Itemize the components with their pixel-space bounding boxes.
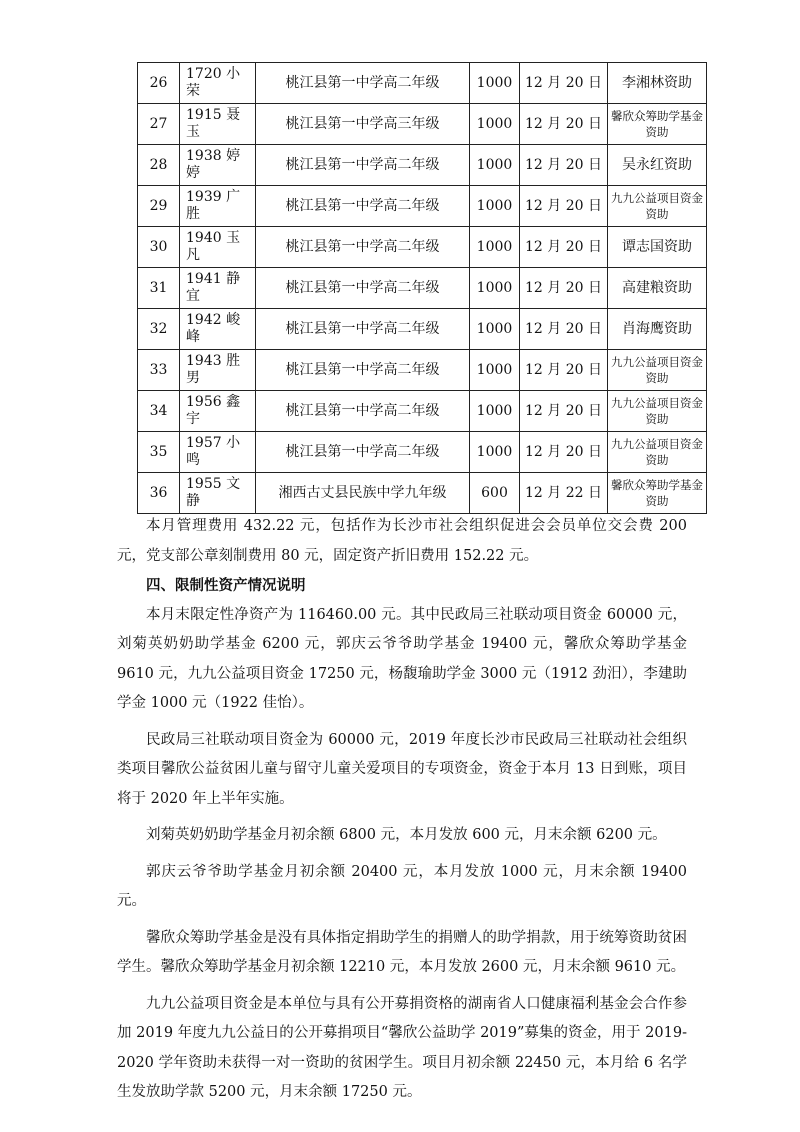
cell-no: 35 bbox=[138, 432, 180, 473]
table-row bbox=[138, 350, 707, 391]
cell-school: 湘西古丈县民族中学九年级 bbox=[256, 473, 470, 514]
cell-date: 12 月 20 日 bbox=[520, 145, 608, 186]
cell-no: 29 bbox=[138, 186, 180, 227]
cell-source: 高建粮资助 bbox=[608, 268, 707, 309]
cell-name: 1942 峻峰 bbox=[180, 309, 256, 350]
cell-source: 九九公益项目资金资助 bbox=[608, 391, 707, 432]
cell-name: 1941 静宜 bbox=[180, 268, 256, 309]
cell-name: 1955 文静 bbox=[180, 473, 256, 514]
cell-source: 馨欣众筹助学基金资助 bbox=[608, 104, 707, 145]
cell-no: 27 bbox=[138, 104, 180, 145]
cell-school: 桃江县第一中学高二年级 bbox=[256, 227, 470, 268]
table-row bbox=[138, 63, 707, 104]
cell-school: 桃江县第一中学高二年级 bbox=[256, 350, 470, 391]
jiujiu-fund-paragraph: 九九公益项目资金是本单位与具有公开募捐资格的湖南省人口健康福利基金会合作参加 2019 年度九九公益日的公开募捐项目“馨欣公益助学 2019”募集的资金，用于 2019-2020 学年资助未获得一对一资助的贫困学生。项目月初余额 22450 元，本月给 6 名学生发放助学款 5200 元，月末余额 17250 元。 bbox=[117, 995, 687, 1100]
cell-school: 桃江县第一中学高二年级 bbox=[256, 432, 470, 473]
cell-amount: 1000 bbox=[470, 104, 520, 145]
cell-date: 12 月 20 日 bbox=[520, 432, 608, 473]
cell-source: 馨欣众筹助学基金资助 bbox=[608, 473, 707, 514]
cell-no: 30 bbox=[138, 227, 180, 268]
cell-date: 12 月 20 日 bbox=[520, 391, 608, 432]
cell-school: 桃江县第一中学高三年级 bbox=[256, 104, 470, 145]
restricted-assets-paragraph: 本月末限定性净资产为 116460.00 元。其中民政局三社联动项目资金 60000 元，刘菊英奶奶助学基金 6200 元，郭庆云爷爷助学基金 19400 元，馨欣众筹助学基金 9610 元，九九公益项目资金 17250 元，杨馥瑜助学金 3000 元（1912 劲汨），李建助学金 1000 元（1922 佳怡）。 bbox=[117, 606, 687, 711]
liu-fund-paragraph: 刘菊英奶奶助学基金月初余额 6800 元，本月发放 600 元，月末余额 6200 元。 bbox=[146, 827, 667, 843]
cell-amount: 1000 bbox=[470, 186, 520, 227]
table-row bbox=[138, 432, 707, 473]
grant-table bbox=[137, 62, 707, 514]
xinxin-fund-paragraph: 馨欣众筹助学基金是没有具体指定捐助学生的捐赠人的助学捐款，用于统筹资助贫困学生。馨欣众筹助学基金月初余额 12210 元，本月发放 2600 元，月末余额 9610 元。 bbox=[117, 929, 687, 975]
cell-source: 李湘林资助 bbox=[608, 63, 707, 104]
management-fee-paragraph: 本月管理费用 432.22 元，包括作为长沙市社会组织促进会会员单位交会费 200 元，党支部公章刻制费用 80 元，固定资产折旧费用 152.22 元。 bbox=[117, 518, 687, 564]
cell-amount: 600 bbox=[470, 473, 520, 514]
cell-date: 12 月 20 日 bbox=[520, 63, 608, 104]
cell-source: 吴永红资助 bbox=[608, 145, 707, 186]
cell-school: 桃江县第一中学高二年级 bbox=[256, 309, 470, 350]
cell-name: 1957 小鸣 bbox=[180, 432, 256, 473]
table-row bbox=[138, 104, 707, 145]
cell-school: 桃江县第一中学高二年级 bbox=[256, 268, 470, 309]
cell-name: 1939 广胜 bbox=[180, 186, 256, 227]
table-row bbox=[138, 309, 707, 350]
cell-name: 1943 胜男 bbox=[180, 350, 256, 391]
cell-no: 34 bbox=[138, 391, 180, 432]
cell-amount: 1000 bbox=[470, 432, 520, 473]
table-row bbox=[138, 268, 707, 309]
cell-school: 桃江县第一中学高二年级 bbox=[256, 63, 470, 104]
cell-amount: 1000 bbox=[470, 227, 520, 268]
cell-date: 12 月 22 日 bbox=[520, 473, 608, 514]
cell-no: 33 bbox=[138, 350, 180, 391]
cell-amount: 1000 bbox=[470, 350, 520, 391]
cell-school: 桃江县第一中学高二年级 bbox=[256, 186, 470, 227]
cell-amount: 1000 bbox=[470, 63, 520, 104]
cell-name: 1938 婷婷 bbox=[180, 145, 256, 186]
cell-amount: 1000 bbox=[470, 145, 520, 186]
table-row bbox=[138, 227, 707, 268]
cell-name: 1720 小荣 bbox=[180, 63, 256, 104]
cell-name: 1915 聂玉 bbox=[180, 104, 256, 145]
section-heading: 四、限制性资产情况说明 bbox=[146, 577, 306, 594]
cell-no: 31 bbox=[138, 268, 180, 309]
cell-no: 28 bbox=[138, 145, 180, 186]
cell-source: 九九公益项目资金资助 bbox=[608, 432, 707, 473]
cell-date: 12 月 20 日 bbox=[520, 268, 608, 309]
cell-source: 九九公益项目资金资助 bbox=[608, 350, 707, 391]
cell-amount: 1000 bbox=[470, 309, 520, 350]
cell-school: 桃江县第一中学高二年级 bbox=[256, 391, 470, 432]
cell-amount: 1000 bbox=[470, 268, 520, 309]
cell-source: 谭志国资助 bbox=[608, 227, 707, 268]
cell-no: 26 bbox=[138, 63, 180, 104]
table-row bbox=[138, 145, 707, 186]
cell-name: 1940 玉凡 bbox=[180, 227, 256, 268]
cell-date: 12 月 20 日 bbox=[520, 227, 608, 268]
table-row bbox=[138, 186, 707, 227]
cell-no: 32 bbox=[138, 309, 180, 350]
cell-date: 12 月 20 日 bbox=[520, 350, 608, 391]
civil-affairs-paragraph: 民政局三社联动项目资金为 60000 元，2019 年度长沙市民政局三社联动社会组织类项目馨欣公益贫困儿童与留守儿童关爱项目的专项资金，资金于本月 13 日到账，项目将于 2020 年上半年实施。 bbox=[117, 731, 687, 807]
table-row bbox=[138, 473, 707, 514]
grant-table-body bbox=[138, 63, 707, 514]
guo-fund-paragraph: 郭庆云爷爷助学基金月初余额 20400 元，本月发放 1000 元，月末余额 19400 元。 bbox=[117, 863, 687, 909]
table-row bbox=[138, 391, 707, 432]
cell-date: 12 月 20 日 bbox=[520, 186, 608, 227]
cell-no: 36 bbox=[138, 473, 180, 514]
cell-source: 九九公益项目资金资助 bbox=[608, 186, 707, 227]
cell-date: 12 月 20 日 bbox=[520, 104, 608, 145]
cell-school: 桃江县第一中学高二年级 bbox=[256, 145, 470, 186]
body-text bbox=[117, 512, 687, 1108]
cell-source: 肖海鹰资助 bbox=[608, 309, 707, 350]
cell-amount: 1000 bbox=[470, 391, 520, 432]
cell-name: 1956 鑫宇 bbox=[180, 391, 256, 432]
cell-date: 12 月 20 日 bbox=[520, 309, 608, 350]
